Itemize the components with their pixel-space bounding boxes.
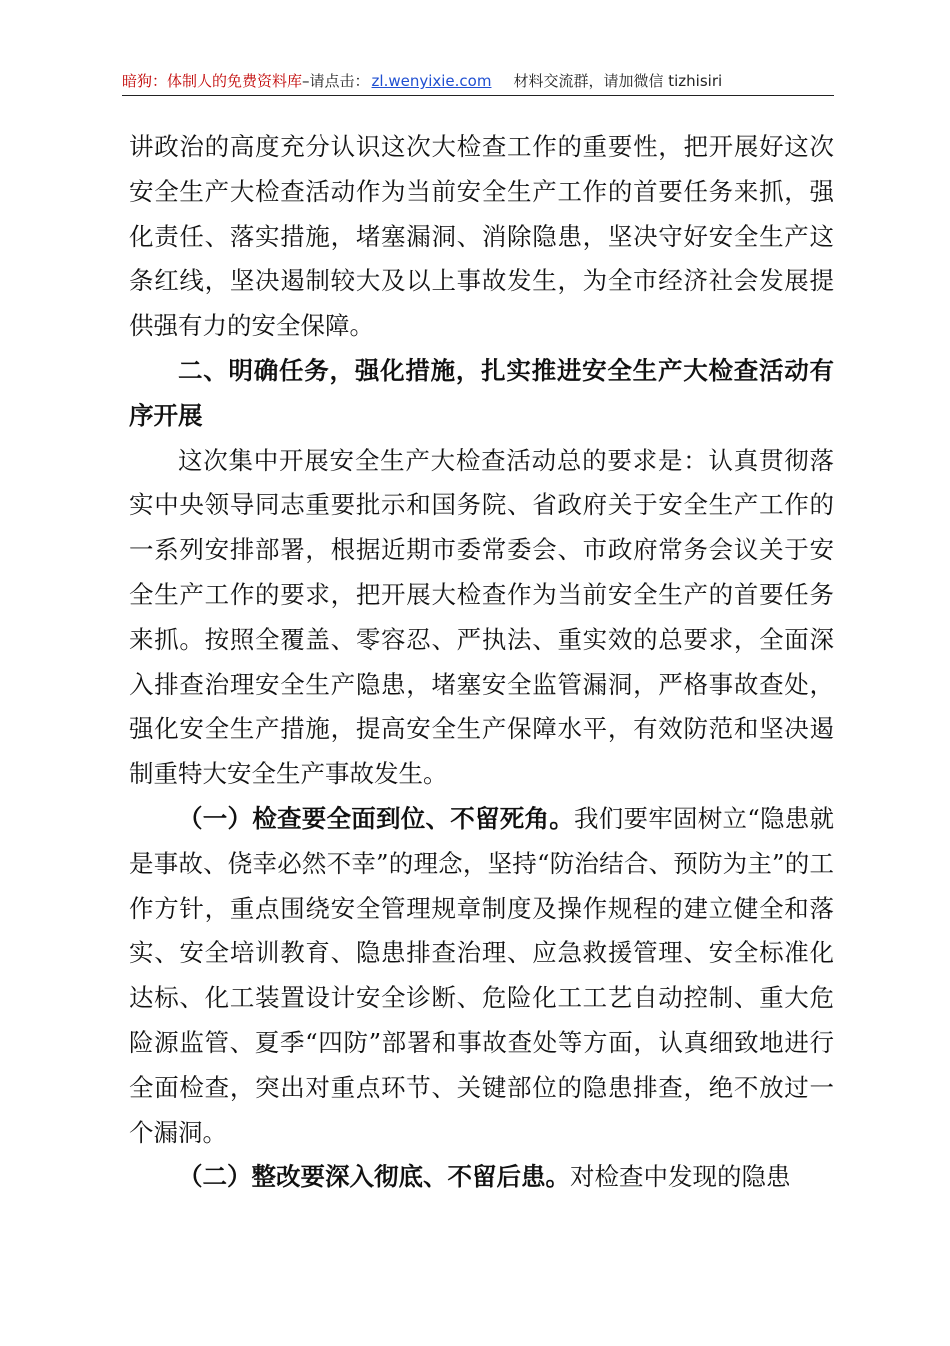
paragraph-continued: 讲政治的高度充分认识这次大检查工作的重要性，把开展好这次安全生产大检查活动作为当前安全生产工作的首要任务来抓，强化责任、落实措施，堵塞漏洞、消除隐患，坚决守好安全生产这条红线，坚决遏制较大及以上事故发生，为全市经济社会发展提供强有力的安全保障。 bbox=[129, 132, 834, 341]
document-body bbox=[129, 125, 834, 1200]
paragraph-item-2 bbox=[129, 1155, 834, 1200]
header-site-name: 暗狗：体制人的免费资料库 bbox=[122, 72, 303, 90]
item-2-text: 对检查中发现的隐患 bbox=[570, 1162, 791, 1192]
page-header bbox=[122, 70, 834, 91]
header-contact-text: 材料交流群，请加微信 tizhisiri bbox=[513, 72, 723, 90]
header-click-prompt: –请点击： bbox=[302, 72, 370, 90]
item-1-title: （一）检查要全面到位、不留死角。 bbox=[178, 803, 574, 833]
item-2-title: （二）整改要深入彻底、不留后患。 bbox=[178, 1162, 570, 1192]
item-1-text: 我们要牢固树立“隐患就是事故、侥幸必然不幸”的理念，坚持“防治结合、预防为主”的工作方针，重点围绕安全管理规章制度及操作规程的建立健全和落实、安全培训教育、隐患排查治理、应急救援管理、安全标准化达标、化工装置设计安全诊断、危险化工工艺自动控制、重大危险源监管、夏季“四防”部署和事故查处等方面，认真细致地进行全面检查，突出对重点环节、关键部位的隐患排查，绝不放过一个漏洞。 bbox=[129, 803, 834, 1147]
paragraph-requirements: 这次集中开展安全生产大检查活动总的要求是：认真贯彻落实中央领导同志重要批示和国务院、省政府关于安全生产工作的一系列安排部署，根据近期市委常委会、市政府常务会议关于安全生产工作的要求，把开展大检查作为当前安全生产的首要任务来抓。按照全覆盖、零容忍、严执法、重实效的总要求，全面深入排查治理安全生产隐患，堵塞安全监管漏洞，严格事故查处，强化安全生产措施，提高安全生产保障水平，有效防范和坚决遏制重特大安全生产事故发生。 bbox=[129, 445, 834, 789]
header-divider bbox=[122, 95, 834, 96]
paragraph-item-1 bbox=[129, 797, 834, 1155]
section-heading-2: 二、明确任务，强化措施，扎实推进安全生产大检查活动有序开展 bbox=[129, 355, 834, 430]
header-link[interactable]: zl.wenyixie.com bbox=[371, 72, 492, 90]
